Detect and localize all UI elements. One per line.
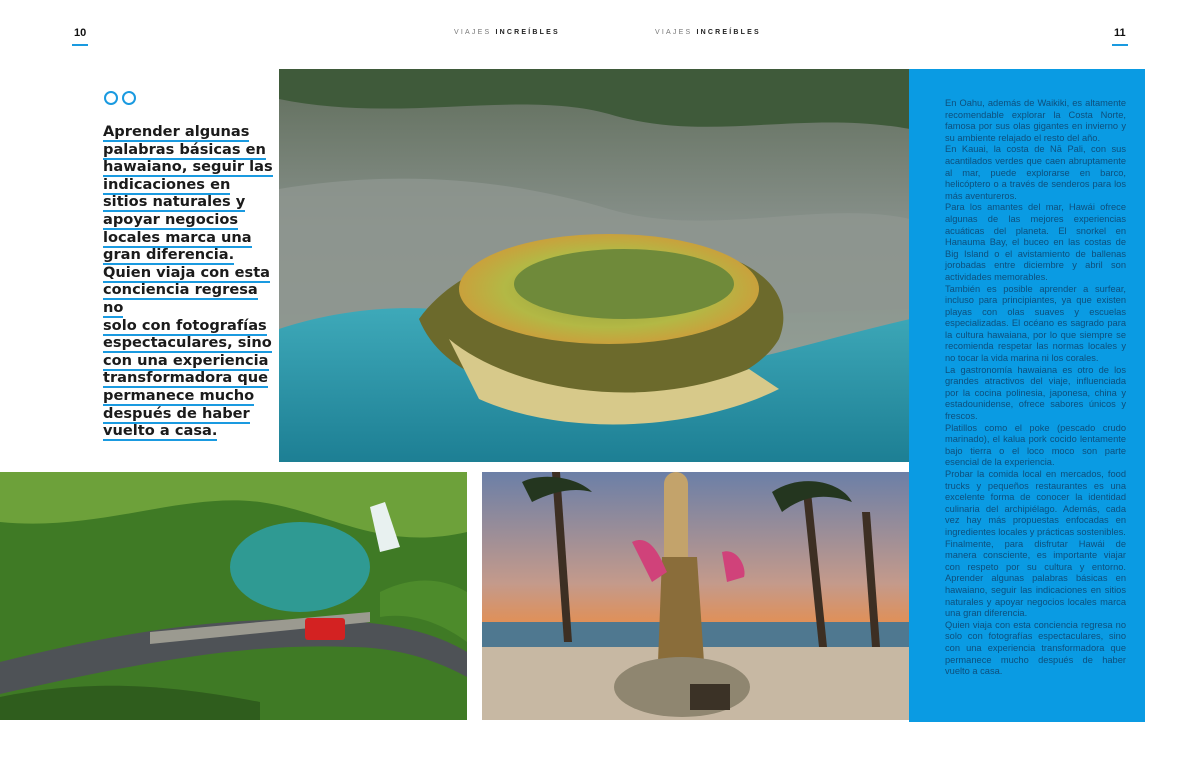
quote-line: solo con fotografías — [103, 316, 267, 334]
quote-line: espectaculares, sino — [103, 334, 272, 352]
running-head-left: VIAJES INCREÍBLES — [454, 29, 560, 36]
quote-line: Aprender algunas — [103, 123, 250, 140]
diamond-head-crater-photo — [279, 69, 910, 462]
body-paragraph: La gastronomía hawaiana es otro de los grandes atractivos del viaje, influenciada por la cocina polinesia, japonesa, china y estadounidense, ofrece sabores únicos y frescos. — [945, 364, 1126, 422]
quote-line: Quien viaja con esta — [103, 263, 271, 281]
page-number-left: 10 — [74, 27, 87, 39]
quote-line: apoyar negocios — [103, 210, 239, 228]
quote-line: hawaiano, seguir las — [103, 158, 273, 176]
body-text-column — [909, 69, 1145, 722]
waterfall-bridge-road-photo — [0, 472, 467, 720]
body-paragraph: En Oahu, además de Waikiki, es altamente recomendable explorar la Costa Norte, famosa por sus olas gigantes en invierno y su ambiente relajado el resto del año. — [945, 98, 1126, 143]
page-number-right-underline — [1112, 44, 1128, 46]
body-paragraph: Finalmente, para disfrutar Hawái de manera consciente, es importante viajar con respeto por su cultura y entorno. Aprender algunas palabras básicas en hawaiano, seguir las indicaciones en sitios naturales y apoyar negocios locales marca una gran diferencia. — [945, 538, 1126, 619]
quote-line: indicaciones en — [103, 175, 231, 193]
quote-dots-icon — [104, 91, 140, 110]
running-head-right: VIAJES INCREÍBLES — [655, 29, 761, 36]
quote-line: conciencia regresa no — [103, 281, 258, 316]
quote-line: vuelto a casa. — [103, 422, 218, 440]
quote-line: gran diferencia. — [103, 246, 235, 264]
duke-statue-beach-photo — [482, 472, 909, 720]
body-paragraph: Probar la comida local en mercados, food trucks y pequeños restaurantes es una excelente forma de conocer la identidad culinaria del archipiélago. Además, cada vez hay más propuestas enfocadas en ingredientes locales y prácticas sostenibles. — [945, 469, 1126, 537]
quote-line: palabras básicas en — [103, 140, 266, 158]
quote-line: después de haber — [103, 404, 250, 422]
quote-line: con una experiencia — [103, 351, 269, 369]
body-paragraph: Platillos como el poke (pescado crudo marinado), el kalua pork cocido lentamente bajo tierra o el loco moco son parte esencial de la experiencia. — [945, 422, 1126, 468]
body-paragraph: Para los amantes del mar, Hawái ofrece algunas de las mejores experiencias acuáticas del planeta. El snorkel en Hanauma Bay, el buceo en las costas de Big Island o el avistamiento de ballenas jorobadas entre diciembre y abril son actividades memorables. — [945, 202, 1126, 282]
quote-line: transformadora que — [103, 369, 269, 387]
body-paragraph: También es posible aprender a surfear, incluso para principiantes, ya que existen playas con olas suaves y escuelas especializadas. El océano es sagrado para la cultura hawaiana, por lo que siempre se recomienda respetar las normas locales y no tocar la vida marina ni los corales. — [945, 283, 1126, 364]
body-paragraph: Quien viaja con esta conciencia regresa no solo con fotografías espectaculares, sino con una experiencia transformadora que permanece mucho después de haber vuelto a casa. — [945, 619, 1126, 677]
body-paragraph: En Kauai, la costa de Nā Pali, con sus acantilados verdes que caen abruptamente al mar, puede explorarse en barco, helicóptero o a través de senderos para los más aventureros. — [945, 144, 1126, 201]
pull-quote-box — [56, 68, 279, 481]
page-number-right: 11 — [1114, 27, 1126, 39]
quote-line: locales marca una — [103, 228, 252, 246]
article-body — [945, 98, 1126, 678]
page-number-left-underline — [72, 44, 88, 46]
pull-quote-text — [103, 123, 273, 440]
quote-line: sitios naturales y — [103, 193, 246, 211]
quote-line: permanece mucho — [103, 386, 255, 404]
